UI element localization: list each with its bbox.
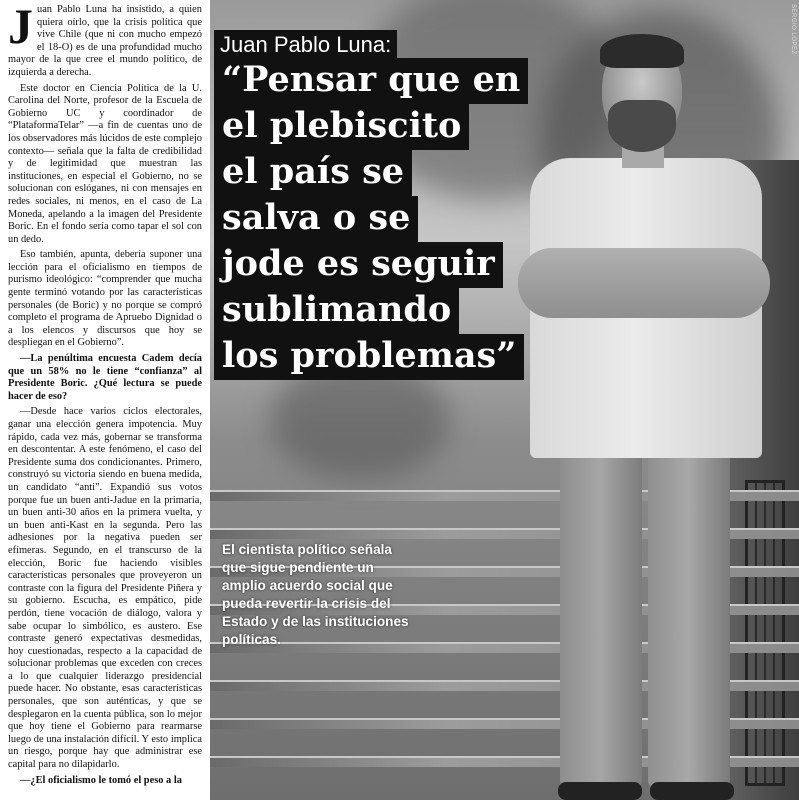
headline-line: salva o se bbox=[214, 196, 418, 242]
headline-line: los problemas” bbox=[214, 334, 524, 380]
lead-text: uan Pablo Luna ha insistido, a quien quiera oírlo, que la crisis política que vive Chile (que ni con mucho empezó el 18-O) es de una profundidad mucho mayor de la que cree el mundo político, de izquierda a derecha. bbox=[8, 4, 202, 78]
headline-line: sublimando bbox=[214, 288, 459, 334]
drop-cap: J bbox=[8, 4, 33, 54]
body-paragraph: Eso también, apunta, debería suponer una lección para el oficialismo en tiempos de purismo ideológico: “comprender que mucha gente terminó votando por las características personales (de Boric) y no porque se compró completo el programa de Apruebo Dignidad o a los elencos y discursos que hoy se despliegan en el Gobierno”. bbox=[8, 249, 202, 349]
photo-credit: SERGIO LÓPEZ bbox=[790, 4, 796, 55]
interviewee-name: Juan Pablo Luna: bbox=[214, 30, 397, 60]
article-column bbox=[8, 4, 202, 796]
headline-quote bbox=[214, 58, 544, 380]
headline-line: jode es seguir bbox=[214, 242, 503, 288]
interview-question: —¿El oficialismo le tomó el peso a la bbox=[20, 774, 182, 786]
lead-paragraph bbox=[8, 4, 202, 80]
interview-question: —La penúltima encuesta Cadem decía que un 58% no le tiene “confianza” al Presidente Boric. ¿Qué lectura se puede hacer de eso? bbox=[8, 353, 202, 402]
portrait-subject bbox=[530, 30, 770, 800]
interview-answer: —Desde hace varios ciclos electorales, ganar una elección genera impotencia. Muy rápido, cada vez más, gobernar se transforma en descontentar. A este fenómeno, el caso del Presidente suma dos condicionantes. Primero, construyó su victoria siendo en buena medida, un candidato “anti”. Expandió sus votos porque fue un buen anti-Jadue en la primaria, un buen anti-30 años en la primera vuelta, y un buen anti-Kast en la segunda. Pero las adhesiones por la negativa pueden ser efímeras. Segundo, en el transcurso de la elección, Boric fue haciendo visibles características personales que proveyeron un contraste con la figura del Presidente Piñera y su gobierno. Escucha, es empático, pide perdón, tiene vocación de diálogo, valora y sabe ocupar lo simbólico, es austero. Ese contraste generó expectativas desmedidas, hoy cuestionadas, respecto a la capacidad de solucionar problemas que exceden con creces a lo que cualquier liderazgo presidencial puede hacer. No obstante, esas características personales, que son auténticas, y que se desplegaron en la cuenta pública, son lo mejor que hoy tiene el Gobierno para rearmarse luego de una instalación difícil. Y esto implica un riesgo, porque hay que administrar ese capital para no dilapidarlo. bbox=[8, 406, 202, 771]
photo-caption: El cientista político señala que sigue pendiente un amplio acuerdo social que pueda revertir la crisis del Estado y de las instituciones políticas. bbox=[222, 542, 409, 647]
body-paragraph: Este doctor en Ciencia Política de la U. Carolina del Norte, profesor de la Escuela de Gobierno UC y coordinador de “PlataformaTelar” —a fin de cuentas uno de los observadores más lúcidos de este complejo contexto— señala que la falta de credibilidad y de legitimidad que muestran las instituciones, en especial el Gobierno, no se solucionan con eslóganes, ni con mensajes en redes sociales, ni menos, en el caso de La Moneda, apelando a la imagen del Presidente Boric. En el fondo sería como tapar el sol con un dedo. bbox=[8, 82, 202, 245]
headline-line: el plebiscito bbox=[214, 104, 469, 150]
headline-line: “Pensar que en bbox=[214, 58, 528, 104]
headline-line: el país se bbox=[214, 150, 412, 196]
